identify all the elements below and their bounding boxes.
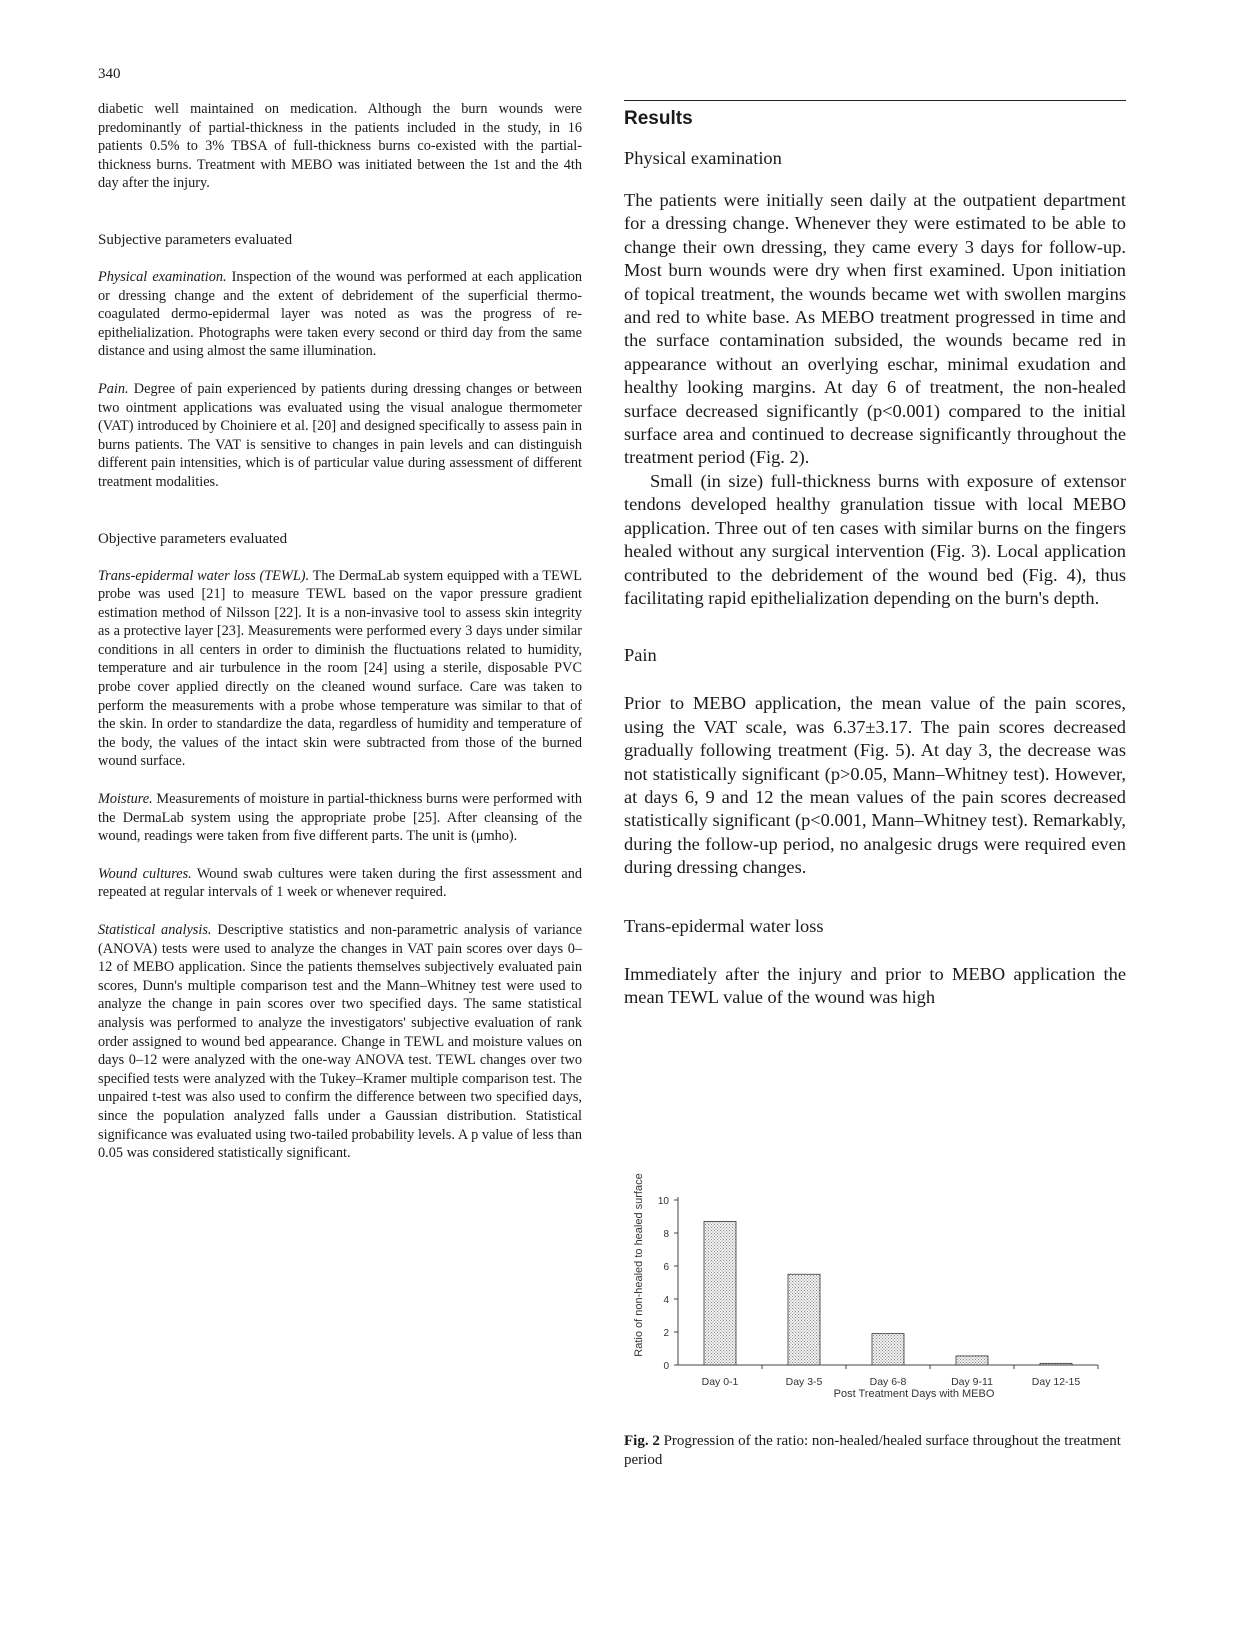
pain-paragraph xyxy=(98,380,582,492)
left-column xyxy=(98,100,582,1163)
moisture-paragraph xyxy=(98,790,582,846)
bar xyxy=(788,1274,820,1365)
figure-caption-label: Fig. 2 xyxy=(624,1433,660,1449)
page-number: 340 xyxy=(98,66,121,82)
figure-caption-text: Progression of the ratio: non-healed/healed surface throughout the treatment period xyxy=(624,1433,1121,1468)
results-pain-paragraph: Prior to MEBO application, the mean value of the pain scores, using the VAT scale, was 6.37±3.17. The pain scores decreased gradually following treatment (Fig. 5). At day 3, the decrease was not statistically significant (p>0.05, Mann–Whitney test). However, at days 6, 9 and 12 the mean values of the pain scores decreased statistically significant (p<0.001, Mann–Whitney test). Remarkably, during the follow-up period, no analgesic drugs were required even during dressing changes. xyxy=(624,693,1126,878)
tewl-text: The DermaLab system equipped with a TEWL probe was used [21] to measure TEWL based on the vapor pressure gradient estimation method of Nilsson [22]. It is a non-invasive tool to assess skin integrity as a protective layer [23]. Measurements were performed every 3 days under similar conditions in all centers in order to diminish the fluctuations related to humidity, temperature and air turbulence in the room [24] using a sterile, disposable PVC probe cover applied directly on the cleaned wound surface. Care was taken to perform the measurements with a probe whose temperature was similar to that of the skin. In order to standardize the data, regardless of humidity and temperature of the body, the values of the intact skin were subtracted from those of the burned wound surface. xyxy=(98,567,583,770)
tewl-label: Trans-epidermal water loss (TEWL). xyxy=(98,567,310,584)
y-tick-label: 6 xyxy=(663,1262,669,1273)
physical-exam-label: Physical examination. xyxy=(98,268,227,285)
bar xyxy=(1040,1363,1072,1365)
results-title: Results xyxy=(624,100,1126,130)
physical-exam-paragraph xyxy=(98,268,582,361)
x-axis-label: Post Treatment Days with MEBO xyxy=(833,1388,995,1400)
bar xyxy=(704,1221,736,1365)
intro-paragraph: diabetic well maintained on medication. Although the burn wounds were predominantly of partial-thickness in the patients included in the study, in 16 patients 0.5% to 3% TBSA of full-thickness burns co-existed with the partial-thickness burns. Treatment with MEBO was initiated between the 1st and the 4th day after the injury. xyxy=(98,101,582,192)
x-tick-label: Day 9-11 xyxy=(951,1376,993,1388)
y-axis-label: Ratio of non-healed to healed surface xyxy=(633,1173,645,1357)
y-tick-label: 0 xyxy=(663,1361,669,1372)
statistical-label: Statistical analysis. xyxy=(98,922,212,938)
wound-cultures-text: Wound swab cultures were taken during the first assessment and repeated at regular intervals of 1 week or whenever required. xyxy=(98,865,582,901)
bar xyxy=(956,1356,988,1365)
physical-exam-text: Inspection of the wound was performed at each application or dressing change and the extent of debridement of the superficial thermo-coagulated dermo-epidermal layer was noted as was the progress of re-epithelialization. Photographs were taken every second or third day from the same distance and using almost the same illumination. xyxy=(98,268,582,360)
results-physical-p1: The patients were initially seen daily at the outpatient department for a dressing change. Whenever they were estimated to be able to change their own dressing, they came every 3 days for follow-up. Most burn wounds were dry when first examined. Upon initiation of topical treatment, the wounds became wet with swollen margins and red to white base. As MEBO treatment progressed in time and the surface contamination subsided, the wounds became red in appearance without an overlying eschar, minimal exudation and healthy looking margins. At day 6 of treatment, the non-healed surface decreased significantly (p<0.001) compared to the initial surface area and continued to decrease significantly throughout the treatment period (Fig. 2). xyxy=(624,190,1126,468)
y-tick-label: 4 xyxy=(663,1295,669,1306)
y-tick-label: 2 xyxy=(663,1328,669,1339)
pain-heading: Pain xyxy=(624,645,657,666)
bar xyxy=(872,1334,904,1365)
right-column xyxy=(624,100,1126,1009)
pain-label: Pain. xyxy=(98,380,129,397)
x-tick-label: Day 0-1 xyxy=(701,1376,739,1388)
statistical-text: Descriptive statistics and non-parametric analysis of variance (ANOVA) tests were used to analyze the changes in VAT pain scores over days 0–12 of MEBO application. Since the patients themselves subjectively evaluated pain scores, Dunn's multiple comparison test and the Mann–Whitney test were used to analyze the change in pain scores over two specified days. The same statistical analysis was performed to analyze the investigators' subjective evaluation of rank order assigned to wound bed appearance. Change in TEWL and moisture values on days 0–12 were analyzed with the one-way ANOVA test. TEWL changes over two specified tests were analyzed with the Tukey–Kramer multiple comparison test. The unpaired t-test was also used to confirm the difference between two specified days, since the population analyzed falls under a Gaussian distribution. Statistical significance was evaluated using two-tailed probability levels. A p value of less than 0.05 was considered statistically significant. xyxy=(98,922,582,1162)
y-tick-label: 8 xyxy=(663,1229,669,1240)
figure-2-bar-chart xyxy=(630,1170,1100,1420)
moisture-label: Moisture. xyxy=(98,791,153,808)
pain-text: Degree of pain experienced by patients during dressing changes or between two ointment applications was evaluated using the visual analogue thermometer (VAT) introduced by Choiniere et al. [20] and designed specifically to assess pain in burns patients. The VAT is sensitive to changes in pain levels and can distinguish different pain intensities, which is of particular value during assessment of different treatment modalities. xyxy=(98,380,582,490)
results-tewl-paragraph: Immediately after the injury and prior to MEBO application the mean TEWL value of the wound was high xyxy=(624,963,1126,1007)
statistical-paragraph xyxy=(98,921,582,1163)
x-tick-label: Day 3-5 xyxy=(785,1376,823,1388)
results-physical-p2: Small (in size) full-thickness burns with exposure of extensor tendons developed healthy granulation tissue with local MEBO application. Three out of ten cases with similar burns on the fingers healed without any surgical intervention (Fig. 3). Local application contributed to the debridement of the wound bed (Fig. 4), thus facilitating rapid epithelialization depending on the burn's depth. xyxy=(624,470,1126,608)
x-tick-label: Day 6-8 xyxy=(869,1376,907,1388)
tewl-paragraph xyxy=(98,567,582,772)
objective-heading: Objective parameters evaluated xyxy=(98,530,288,547)
physical-exam-heading: Physical examination xyxy=(624,148,782,168)
figure-caption xyxy=(624,1432,1124,1470)
wound-cultures-label: Wound cultures. xyxy=(98,865,192,882)
subjective-heading: Subjective parameters evaluated xyxy=(98,231,293,248)
wound-cultures-paragraph xyxy=(98,865,582,902)
tewl-heading: Trans-epidermal water loss xyxy=(624,915,824,936)
y-tick-label: 10 xyxy=(657,1196,669,1207)
x-tick-label: Day 12-15 xyxy=(1031,1376,1081,1388)
moisture-text: Measurements of moisture in partial-thickness burns were performed with the DermaLab system using the appropriate probe [25]. After cleansing of the wound, readings were taken from five different parts. The unit is (μmho). xyxy=(98,791,582,845)
